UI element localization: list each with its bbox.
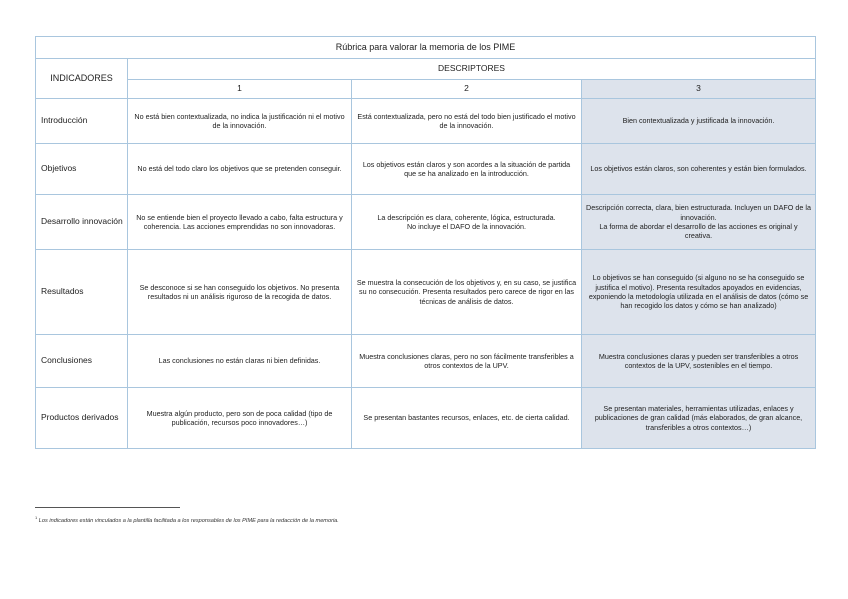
table-row <box>36 335 816 388</box>
descriptor-cell-3: Se presentan materiales, herramientas utilizadas, enlaces y publicaciones de gran calidad (más elaborados, de gran alcance, transferibles a otros contextos…) <box>582 388 816 449</box>
descriptores-header: DESCRIPTORES <box>128 59 816 80</box>
level-header-2: 2 <box>352 80 582 99</box>
descriptor-cell-2: Se presentan bastantes recursos, enlaces, etc. de cierta calidad. <box>352 388 582 449</box>
descriptor-cell-2: Se muestra la consecución de los objetivos y, en su caso, se justifica su no consecución. Presenta resultados pero carece de rigor en las técnicas de análisis de datos. <box>352 250 582 335</box>
level-header-1: 1 <box>128 80 352 99</box>
indicator-cell: Objetivos <box>36 144 128 195</box>
descriptor-cell-2: La descripción es clara, coherente, lógica, estructurada. No incluye el DAFO de la innovación. <box>352 195 582 250</box>
table-row <box>36 99 816 144</box>
footnote-marker: 1 <box>35 515 38 520</box>
descriptor-cell-3: Los objetivos están claros, son coherentes y están bien formulados. <box>582 144 816 195</box>
descriptor-cell-2: Muestra conclusiones claras, pero no son fácilmente transferibles a otros contextos de la UPV. <box>352 335 582 388</box>
descriptor-cell-1: No está del todo claro los objetivos que se pretenden conseguir. <box>128 144 352 195</box>
indicator-cell: Resultados <box>36 250 128 335</box>
footnote <box>35 515 339 524</box>
rubric-title: Rúbrica para valorar la memoria de los PIME <box>36 37 816 59</box>
descriptor-cell-1: Se desconoce si se han conseguido los objetivos. No presenta resultados ni un análisis riguroso de la recogida de datos. <box>128 250 352 335</box>
descriptor-cell-1: Muestra algún producto, pero son de poca calidad (tipo de publicación, recursos poco innovadores…) <box>128 388 352 449</box>
indicator-cell: Productos derivados <box>36 388 128 449</box>
descriptor-cell-3: Bien contextualizada y justificada la innovación. <box>582 99 816 144</box>
indicator-cell: Desarrollo innovación <box>36 195 128 250</box>
descriptor-cell-2: Los objetivos están claros y son acordes a la situación de partida que se ha analizado en la introducción. <box>352 144 582 195</box>
footnote-text: Los indicadores están vinculados a la plantilla facilitada a los responsables de los PIME para la redacción de la memoria. <box>38 517 339 524</box>
descriptor-cell-1: No está bien contextualizada, no indica la justificación ni el motivo de la innovación. <box>128 99 352 144</box>
indicator-cell: Introducción <box>36 99 128 144</box>
descriptor-cell-2: Está contextualizada, pero no está del todo bien justificado el motivo de la innovación. <box>352 99 582 144</box>
table-row <box>36 250 816 335</box>
rubric-table <box>35 36 816 449</box>
table-row <box>36 388 816 449</box>
indicadores-header: INDICADORES <box>36 59 128 99</box>
indicator-cell: Conclusiones <box>36 335 128 388</box>
footnote-divider <box>35 507 180 508</box>
table-row <box>36 195 816 250</box>
descriptor-cell-3: Descripción correcta, clara, bien estructurada. Incluyen un DAFO de la innovación. La forma de abordar el desarrollo de las acciones es original y creativa. <box>582 195 816 250</box>
descriptor-cell-3: Lo objetivos se han conseguido (si alguno no se ha conseguido se justifica el motivo). Presenta resultados apoyados en evidencias, exponiendo la metodología utilizada en el análisis de datos (cómo se han recogido los datos y cómo se han analizado) <box>582 250 816 335</box>
descriptor-cell-1: No se entiende bien el proyecto llevado a cabo, falta estructura y coherencia. Las acciones emprendidas no son innovadoras. <box>128 195 352 250</box>
descriptor-cell-3: Muestra conclusiones claras y pueden ser transferibles a otros contextos de la UPV, sostenibles en el tiempo. <box>582 335 816 388</box>
descriptor-cell-1: Las conclusiones no están claras ni bien definidas. <box>128 335 352 388</box>
level-header-3: 3 <box>582 80 816 99</box>
table-row <box>36 144 816 195</box>
